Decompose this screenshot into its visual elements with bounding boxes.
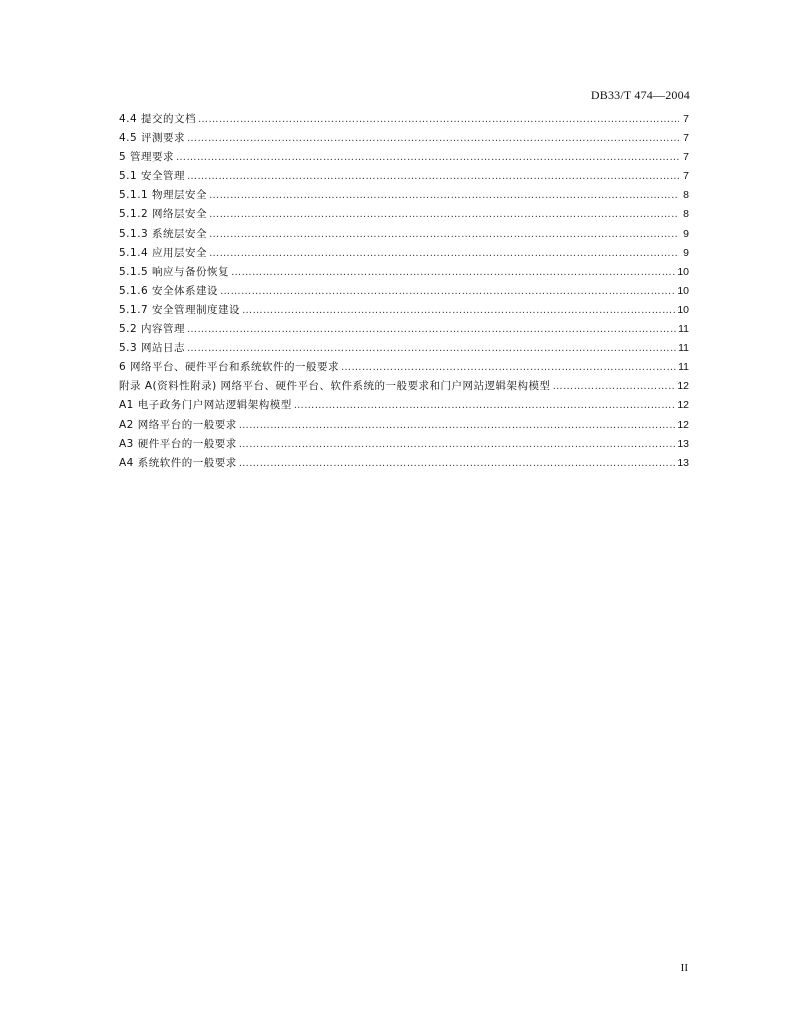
- toc-entry-page: 9: [683, 227, 689, 240]
- toc-leader-dots: [294, 400, 676, 411]
- toc-entry: [119, 340, 689, 359]
- toc-entry-label: 5.1 安全管理: [119, 170, 186, 183]
- toc-entry: [119, 187, 689, 206]
- toc-entry-page: 9: [683, 246, 689, 259]
- toc-leader-dots: [187, 343, 676, 354]
- toc-entry-label: A2 网络平台的一般要求: [119, 418, 237, 431]
- toc-leader-dots: [187, 324, 676, 335]
- toc-entry-label: A1 电子政务门户网站逻辑架构模型: [119, 399, 292, 412]
- toc-entry-label: 5.1.4 应用层安全: [119, 246, 208, 259]
- toc-entry-label: A4 系统软件的一般要求: [119, 456, 237, 469]
- toc-entry-page: 12: [677, 418, 689, 431]
- toc-leader-dots: [553, 381, 676, 392]
- toc-entry-page: 12: [677, 380, 689, 393]
- toc-leader-dots: [341, 362, 676, 373]
- toc-entry-label: 5.1.3 系统层安全: [119, 227, 208, 240]
- toc-entry-page: 8: [683, 208, 689, 221]
- toc-entry: [119, 226, 689, 245]
- toc-leader-dots: [239, 420, 676, 431]
- toc-leader-dots: [220, 286, 675, 297]
- toc-entry-label: 5.1.5 响应与备份恢复: [119, 265, 230, 278]
- toc-leader-dots: [187, 171, 679, 182]
- toc-entry-page: 11: [678, 342, 689, 355]
- toc-entry-page: 13: [677, 437, 689, 450]
- toc-leader-dots: [209, 190, 679, 201]
- toc-entry-label: 5.3 网站日志: [119, 342, 186, 355]
- toc-entry-label: A3 硬件平台的一般要求: [119, 437, 237, 450]
- toc-entry: [119, 245, 689, 264]
- toc-entry: [119, 206, 689, 225]
- toc-leader-dots: [209, 229, 679, 240]
- toc-entry-page: 7: [683, 170, 689, 183]
- toc-entry-page: 12: [677, 399, 689, 412]
- toc-entry: [119, 149, 689, 168]
- toc-entry: [119, 321, 689, 340]
- toc-entry: [119, 168, 689, 187]
- table-of-contents: [119, 111, 689, 474]
- toc-entry-page: 7: [683, 151, 689, 164]
- toc-leader-dots: [242, 305, 675, 316]
- toc-entry-label: 4.5 评测要求: [119, 132, 186, 145]
- toc-entry-label: 5.2 内容管理: [119, 323, 186, 336]
- document-code: DB33/T 474—2004: [590, 88, 690, 102]
- toc-entry-label: 5 管理要求: [119, 151, 175, 164]
- toc-entry: [119, 111, 689, 130]
- toc-entry-page: 13: [677, 456, 689, 469]
- toc-entry-page: 10: [677, 265, 689, 278]
- toc-leader-dots: [176, 152, 679, 163]
- toc-entry-label: 6 网络平台、硬件平台和系统软件的一般要求: [119, 361, 340, 374]
- toc-entry-label: 4.4 提交的文档: [119, 113, 197, 125]
- toc-entry: [119, 264, 689, 283]
- toc-entry-page: 7: [683, 113, 689, 125]
- toc-leader-dots: [209, 209, 679, 220]
- toc-entry-label: 5.1.2 网络层安全: [119, 208, 208, 221]
- toc-leader-dots: [239, 439, 676, 450]
- toc-entry-page: 10: [677, 284, 689, 297]
- toc-entry-page: 10: [677, 303, 689, 316]
- toc-entry: [119, 455, 689, 474]
- toc-entry-page: 11: [678, 323, 689, 336]
- toc-entry: [119, 283, 689, 302]
- toc-entry-page: 7: [683, 132, 689, 145]
- toc-entry-label: 附录 A(资料性附录) 网络平台、硬件平台、软件系统的一般要求和门户网站逻辑架构模型: [119, 380, 551, 393]
- toc-entry: [119, 359, 689, 378]
- toc-leader-dots: [209, 248, 679, 259]
- toc-entry: [119, 130, 689, 149]
- toc-entry: [119, 417, 689, 436]
- toc-entry: [119, 302, 689, 321]
- toc-entry-label: 5.1.7 安全管理制度建设: [119, 303, 241, 316]
- toc-entry-page: 11: [678, 361, 689, 374]
- toc-entry: [119, 378, 689, 397]
- toc-entry: [119, 436, 689, 455]
- toc-entry-label: 5.1.1 物理层安全: [119, 189, 208, 202]
- toc-leader-dots: [231, 267, 675, 278]
- toc-entry-label: 5.1.6 安全体系建设: [119, 284, 219, 297]
- toc-leader-dots: [187, 133, 679, 144]
- toc-leader-dots: [239, 458, 676, 469]
- toc-leader-dots: [198, 114, 679, 125]
- page-number: II: [680, 962, 688, 974]
- toc-entry: [119, 397, 689, 416]
- toc-entry-page: 8: [683, 189, 689, 202]
